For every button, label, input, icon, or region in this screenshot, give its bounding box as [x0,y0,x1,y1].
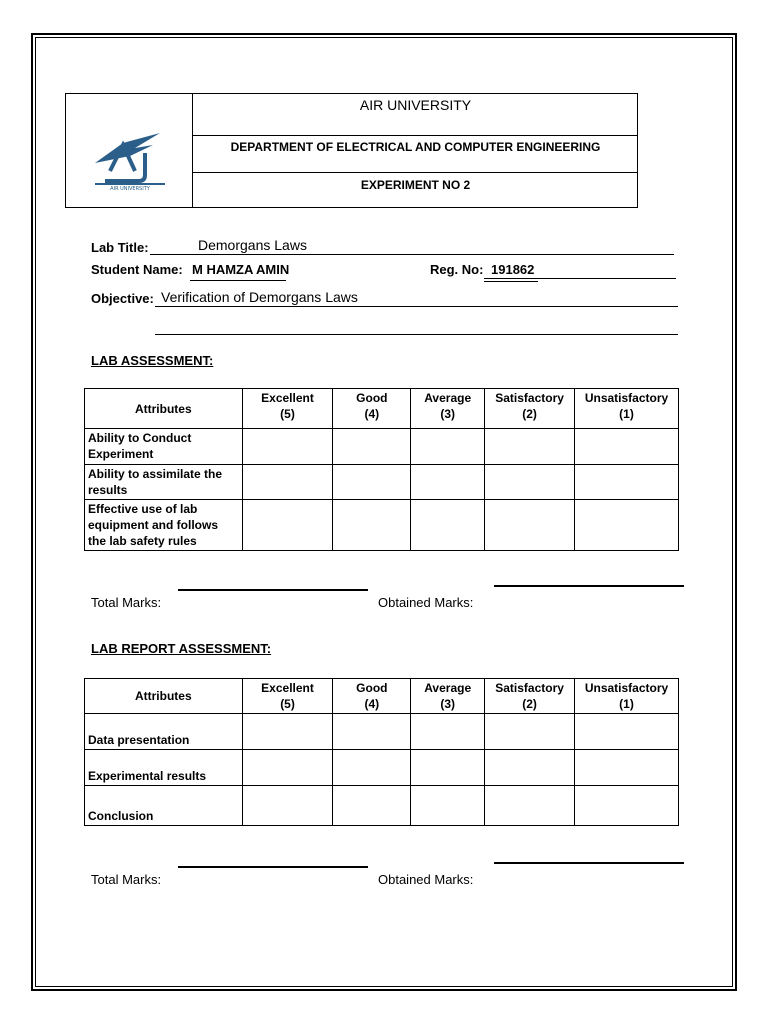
lab-total-marks-line [178,589,368,591]
table-row [85,429,679,465]
objective-label: Objective: [91,291,154,306]
score-cell[interactable] [575,786,679,826]
col-excellent: Excellent (5) [242,389,333,429]
score-cell[interactable] [575,714,679,750]
row-attribute: Conclusion [85,786,243,826]
lab-report-assessment-title: LAB REPORT ASSESSMENT: [91,641,272,656]
row-attribute: Experimental results [85,750,243,786]
score-cell[interactable] [411,750,485,786]
score-cell[interactable] [333,714,411,750]
objective-value: Verification of Demorgans Laws [161,289,358,305]
score-cell[interactable] [411,786,485,826]
lab-assessment-table [84,388,679,551]
score-cell[interactable] [333,465,411,500]
lab-report-assessment-table [84,678,679,826]
report-total-marks-line [178,866,368,868]
score-cell[interactable] [411,714,485,750]
row-attribute: Data presentation [85,714,243,750]
score-cell[interactable] [333,500,411,551]
score-cell[interactable] [333,750,411,786]
report-total-marks-label: Total Marks: [91,872,162,887]
col-excellent: Excellent (5) [242,679,333,714]
lab-total-marks-label: Total Marks: [91,595,162,610]
row-attribute: Effective use of lab equipment and follows the lab safety rules [85,500,243,551]
report-obtained-marks-line [494,862,684,864]
air-university-logo-icon [65,93,193,208]
lab-obtained-marks-label: Obtained Marks: [378,595,474,610]
score-cell[interactable] [333,786,411,826]
objective-underline [155,306,678,307]
score-cell[interactable] [411,429,485,465]
logo-text: AIR UNIVERSITY [110,186,150,192]
score-cell[interactable] [242,750,333,786]
score-cell[interactable] [242,465,333,500]
table-header-row [85,389,679,429]
score-cell[interactable] [575,750,679,786]
col-good: Good (4) [333,679,411,714]
score-cell[interactable] [485,500,575,551]
score-cell[interactable] [575,500,679,551]
score-cell[interactable] [575,429,679,465]
student-name-underline [190,280,286,281]
row-attribute: Ability to assimilate the results [85,465,243,500]
col-satisfactory: Satisfactory (2) [485,679,575,714]
header-divider-1 [193,135,638,136]
table-row [85,500,679,551]
lab-title-value: Demorgans Laws [198,237,307,253]
student-name-value: M HAMZA AMIN [192,262,290,277]
score-cell[interactable] [485,750,575,786]
col-good: Good (4) [333,389,411,429]
score-cell[interactable] [485,465,575,500]
score-cell[interactable] [242,786,333,826]
objective-underline-2 [155,334,678,335]
score-cell[interactable] [333,429,411,465]
student-name-label: Student Name: [91,262,183,277]
reg-no-value: 191862 [491,262,535,277]
score-cell[interactable] [575,465,679,500]
col-attributes: Attributes [85,389,243,429]
col-attributes: Attributes [85,679,243,714]
experiment-number: EXPERIMENT NO 2 [360,178,471,192]
score-cell[interactable] [242,429,333,465]
score-cell[interactable] [485,786,575,826]
lab-obtained-marks-line [494,585,684,587]
lab-title-label: Lab Title: [91,240,149,255]
table-row [85,786,679,826]
score-cell[interactable] [242,500,333,551]
lab-assessment-title: LAB ASSESSMENT: [91,353,214,368]
logo-cell [65,93,193,208]
report-obtained-marks-label: Obtained Marks: [378,872,474,887]
score-cell[interactable] [411,465,485,500]
score-cell[interactable] [242,714,333,750]
score-cell[interactable] [485,714,575,750]
table-row [85,714,679,750]
score-cell[interactable] [485,429,575,465]
reg-no-label: Reg. No: [430,262,484,277]
col-unsatisfactory: Unsatisfactory (1) [575,679,679,714]
reg-no-underline [484,278,676,279]
table-header-row [85,679,679,714]
col-satisfactory: Satisfactory (2) [485,389,575,429]
university-name: AIR UNIVERSITY [359,97,472,113]
col-unsatisfactory: Unsatisfactory (1) [575,389,679,429]
col-average: Average (3) [411,389,485,429]
row-attribute: Ability to Conduct Experiment [85,429,243,465]
col-average: Average (3) [411,679,485,714]
table-row [85,465,679,500]
lab-title-underline [150,254,674,255]
header-divider-2 [193,172,638,173]
score-cell[interactable] [411,500,485,551]
table-row [85,750,679,786]
department-name: DEPARTMENT OF ELECTRICAL AND COMPUTER ENGINEERING [230,140,601,154]
reg-no-underline-2 [484,281,538,282]
